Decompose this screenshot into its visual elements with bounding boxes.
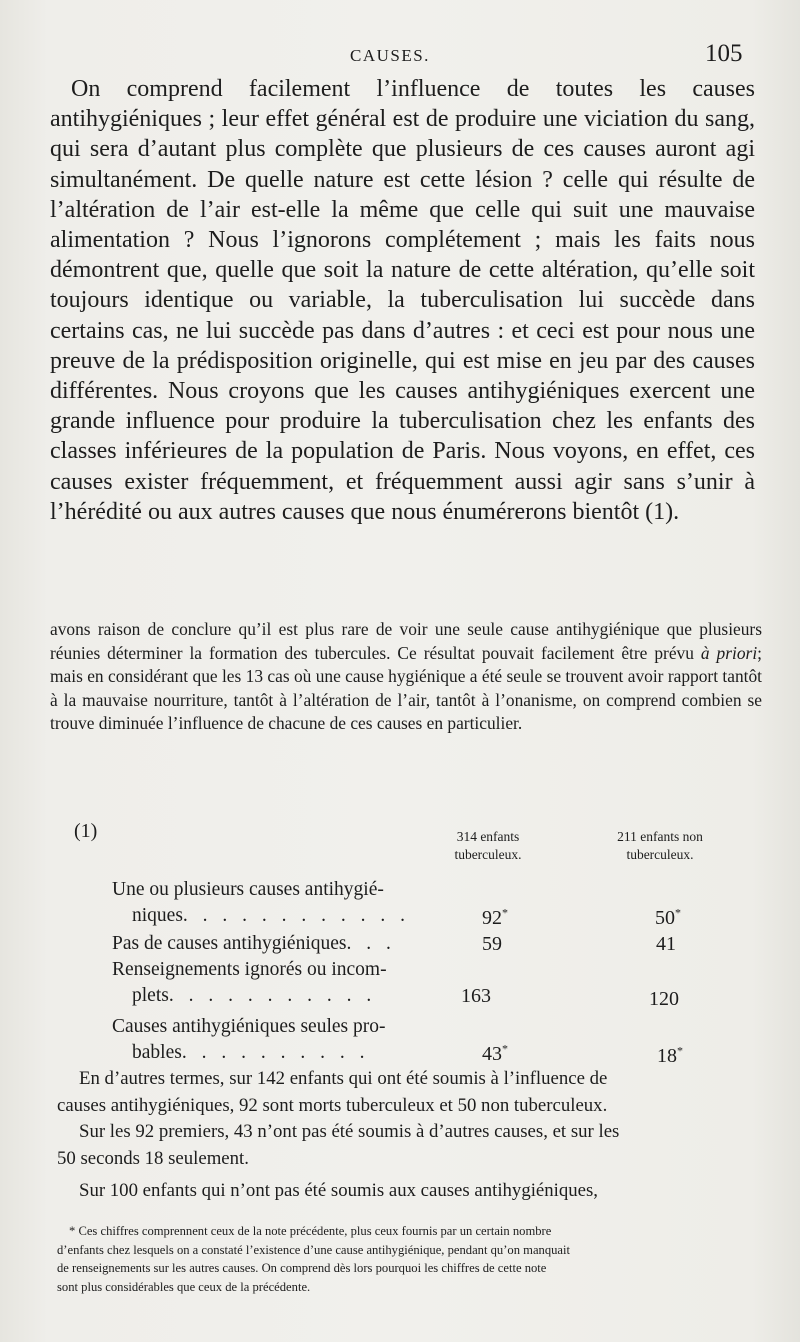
table-cell-value: 163 — [461, 985, 491, 1007]
row-label-line: bables — [132, 1042, 182, 1063]
table-cell-value: 43* — [482, 1041, 508, 1065]
table-row-label — [112, 1014, 386, 1066]
running-head: CAUSES. — [350, 46, 430, 65]
note-text-end: ; mais en considérant que les 13 cas où une cause hygiénique a été seule se trouvent avoir rapport tantôt à la mauvaise nourriture, tantôt à l’altération de l’air, tantôt à l’onanisme, on comprend combien se trouve diminuée l’influence de chacune de ces causes en particulier. — [50, 642, 762, 734]
row-label-line: Pas de causes antihygiéniques — [112, 933, 347, 954]
row-leader: . . . — [346, 933, 396, 954]
note-text-start: avons raison de conclure qu’il est plus rare de voir une seule cause antihygiénique que plusieurs réunies déterminer la formation des tubercules. Ce résultat pouvait facilement être prévu — [50, 619, 762, 663]
row-leader: . . . . . . . . . . . . — [182, 905, 411, 926]
table-row-label — [112, 931, 396, 957]
footnote-line: de renseignements sur les autres causes. On comprend dès lors pourquoi les chiffres de cette note — [57, 1261, 547, 1276]
summary-line: causes antihygiéniques, 92 sont morts tuberculeux et 50 non tuberculeux. — [57, 1094, 608, 1116]
row-label-line: niques — [132, 905, 183, 926]
footnote-line: * Ces chiffres comprennent ceux de la note précédente, plus ceux fournis par un certain nombre — [69, 1224, 552, 1238]
row-label-line: plets — [132, 985, 169, 1006]
summary-line: Sur les 92 premiers, 43 n’ont pas été soumis à d’autres causes, et sur les — [79, 1121, 620, 1143]
row-label-line: Une ou plusieurs causes antihygié- — [112, 879, 384, 900]
summary-line: 50 seconds 18 seulement. — [57, 1147, 249, 1169]
table-row-label — [112, 877, 410, 929]
table-cell-value: 18* — [657, 1043, 683, 1067]
footnote-line: d’enfants chez lesquels on a constaté l’existence d’une cause antihygiénique, pendant qu’on manquait — [57, 1242, 571, 1257]
column-header-line: 314 enfants — [456, 829, 520, 844]
row-leader: . . . . . . . . . . — [181, 1042, 370, 1063]
table-cell-value: 50* — [655, 905, 681, 929]
column-header-line: 211 enfants non — [617, 829, 703, 844]
table-column-header-non-tuberculeux — [600, 828, 720, 864]
summary-line: En d’autres termes, sur 142 enfants qui ont été soumis à l’influence de — [79, 1068, 608, 1089]
column-header-line: tuberculeux. — [626, 847, 694, 862]
note-italic-phrase: à priori — [700, 642, 758, 663]
footnote-line: sont plus considérables que ceux de la précédente. — [57, 1279, 311, 1294]
footnote — [57, 1222, 763, 1296]
table-cell-value: 92* — [482, 905, 508, 929]
table-cell-value: 59 — [482, 933, 502, 955]
table-row-label — [112, 957, 387, 1009]
row-label-line: Causes antihygiéniques seules pro- — [112, 1016, 386, 1037]
note-marker: (1) — [74, 820, 98, 842]
table-cell-value: 41 — [656, 933, 676, 955]
note-paragraph — [50, 618, 762, 736]
row-leader: . . . . . . . . . . . — [168, 985, 377, 1006]
summary-paragraph — [57, 1066, 763, 1172]
main-paragraph: On comprend facilement l’influence de toutes les causes antihygiéniques ; leur effet général est de produire une viciation du sang, qui sera d’autant plus complète que plusieurs de ces causes auront agi simultanément. De quelle nature est cette lésion ? celle qui résulte de l’altération de l’air est-elle la même que celle qui suit une mauvaise alimentation ? Nous l’ignorons complétement ; mais les faits nous démontrent que, quelle que soit la nature de cette altération, qu’elle soit toujours identique ou variable, la tuberculisation lui succède dans certains cas, ne lui succède pas dans d’autres : et ceci est pour nous une preuve de la prédisposition originelle, qui est mise en jeu par des causes différentes. Nous croyons que les causes antihygiéniques exercent une grande influence pour produire la tuberculisation chez les enfants des classes inférieures de la population de Paris. Nous voyons, en effet, ces causes exister fréquemment, et fréquemment aussi agir sans s’unir à l’hérédité ou aux autres causes que nous énumérerons bientôt (1). — [50, 76, 755, 525]
page-number: 105 — [705, 40, 743, 67]
table-column-header-tuberculeux — [440, 828, 536, 864]
row-label-line: Renseignements ignorés ou incom- — [112, 959, 387, 980]
closing-line: Sur 100 enfants qui n’ont pas été soumis aux causes antihygiéniques, — [79, 1180, 598, 1201]
table-cell-value: 120 — [649, 988, 679, 1010]
column-header-line: tuberculeux. — [454, 847, 522, 862]
